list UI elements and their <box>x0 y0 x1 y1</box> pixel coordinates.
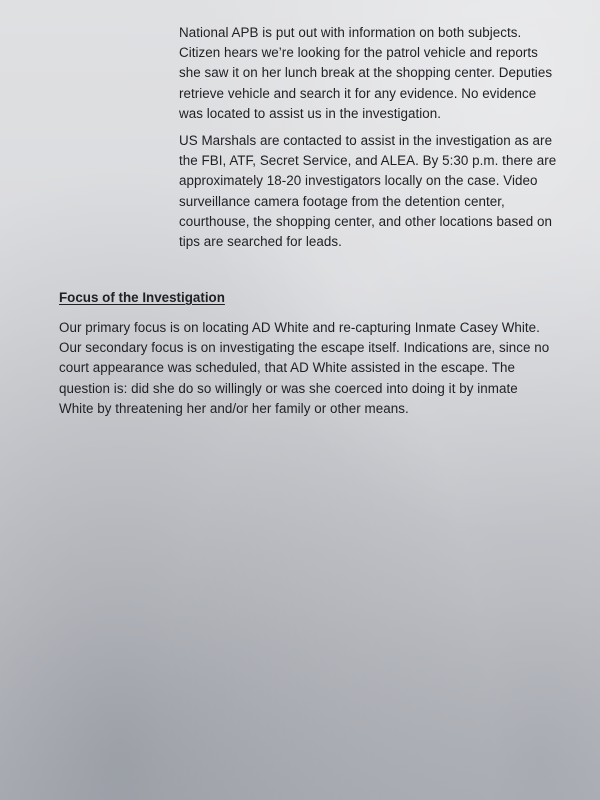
paragraph-us-marshals: US Marshals are contacted to assist in the investigation as are the FBI, ATF, Secret Service, and ALEA. By 5:30 p.m. there are approximately 18-20 investigators locally on the case. Video surveillance camera footage from the detention center, courthouse, the shopping center, and other locations based on tips are searched for leads. <box>179 133 557 250</box>
section-heading: Focus of the Investigation <box>59 290 225 305</box>
paragraph-focus: Our primary focus is on locating AD White and re-capturing Inmate Casey White. Our secondary focus is on investigating the escape itself. Indications are, since no court appearance was scheduled, that AD White assisted in the escape. The question is: did she do so willingly or was she coerced into doing it by inmate White by threatening her and/or her family or other means. <box>59 320 550 416</box>
paragraph-apb: National APB is put out with information on both subjects. Citizen hears we’re looking for the patrol vehicle and reports she saw it on her lunch break at the shopping center. Deputies retrieve vehicle and search it for any evidence. No evidence was located to assist us in the investigation. <box>179 25 553 121</box>
